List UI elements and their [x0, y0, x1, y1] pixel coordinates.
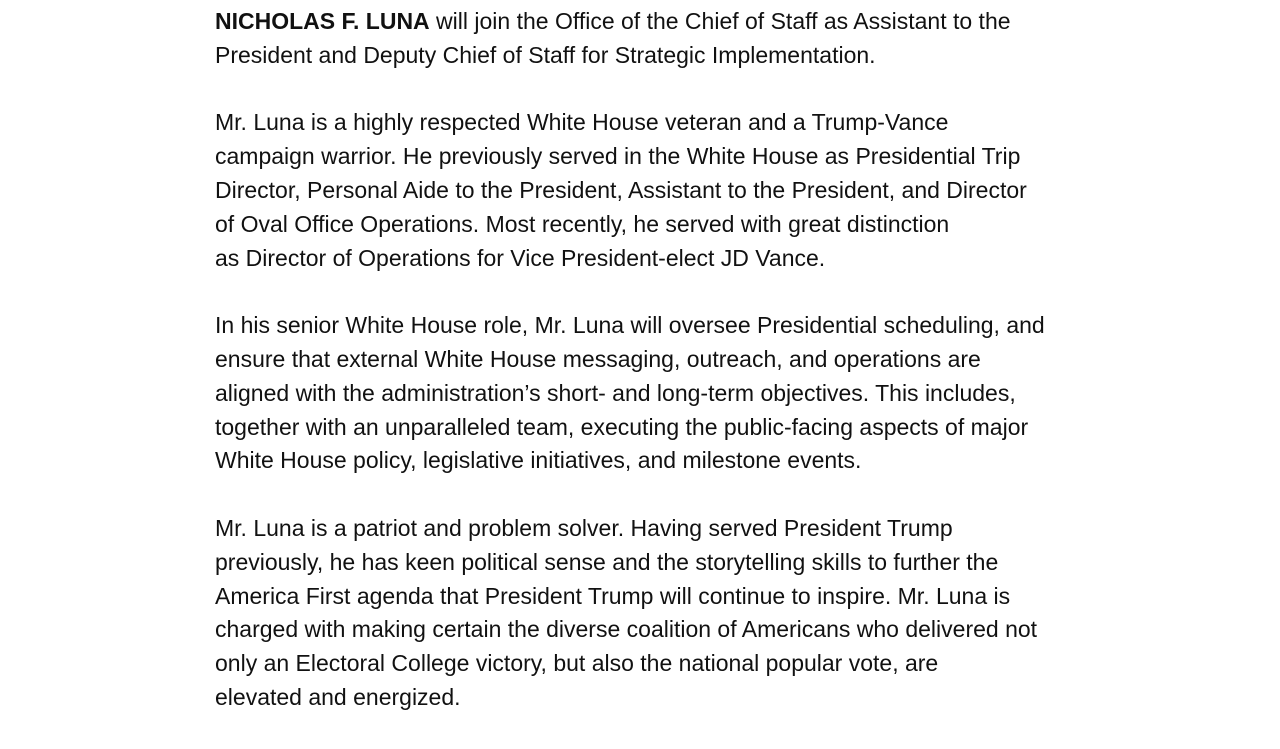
paragraph-role	[215, 309, 1075, 478]
person-name: NICHOLAS F. LUNA	[215, 8, 430, 34]
text-line: President and Deputy Chief of Staff for Strategic Implementation.	[215, 41, 876, 68]
text-line	[215, 5, 1075, 39]
text-line: only an Electoral College victory, but also the national popular vote, are	[215, 650, 939, 677]
paragraph-qualities	[215, 512, 1075, 715]
text-line: ensure that external White House messaging, outreach, and operations are	[215, 345, 981, 372]
text-line: In his senior White House role, Mr. Luna will oversee Presidential scheduling, and	[215, 312, 1045, 339]
text-line: of Oval Office Operations. Most recently, he served with great distinction	[215, 210, 950, 237]
document-body	[215, 5, 1075, 749]
text-line: Mr. Luna is a patriot and problem solver. Having served President Trump	[215, 514, 953, 541]
text-line: together with an unparalleled team, executing the public-facing aspects of major	[215, 413, 1029, 440]
paragraph-announcement	[215, 5, 1075, 73]
text-line-rest: will join the Office of the Chief of Staff as Assistant to the	[429, 8, 1011, 34]
text-line: elevated and energized.	[215, 683, 461, 710]
text-line: charged with making certain the diverse coalition of Americans who delivered not	[215, 616, 1038, 643]
text-line: as Director of Operations for Vice President-elect JD Vance.	[215, 244, 826, 271]
text-line: aligned with the administration’s short- and long-term objectives. This includes,	[215, 379, 1016, 406]
text-line: previously, he has keen political sense and the storytelling skills to further the	[215, 548, 999, 575]
text-line: America First agenda that President Trump will continue to inspire. Mr. Luna is	[215, 582, 1011, 609]
text-line: White House policy, legislative initiatives, and milestone events.	[215, 447, 862, 474]
paragraph-background	[215, 106, 1075, 275]
text-line: campaign warrior. He previously served in the White House as Presidential Trip	[215, 143, 1021, 170]
text-line: Mr. Luna is a highly respected White House veteran and a Trump-Vance	[215, 109, 949, 136]
text-line: Director, Personal Aide to the President, Assistant to the President, and Director	[215, 176, 1027, 203]
